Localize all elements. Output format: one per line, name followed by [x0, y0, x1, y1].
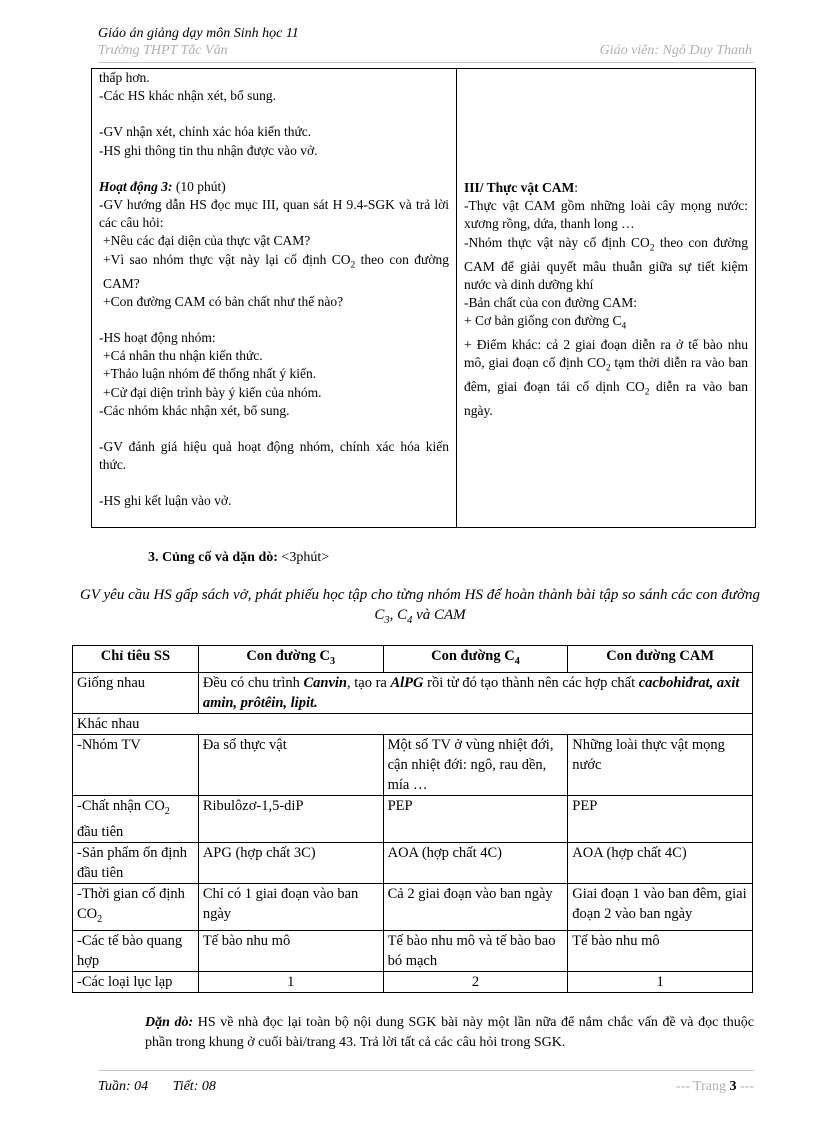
- table-cell: PEP: [568, 795, 753, 842]
- row-label: Giống nhau: [73, 672, 199, 713]
- table-cell: Một số TV ở vùng nhiệt đới, cận nhiệt đới: ngô, rau dền, mía …: [383, 734, 568, 795]
- section-heading: III/ Thực vật CAM:: [464, 180, 579, 195]
- table-row: [73, 713, 753, 734]
- footer: [98, 1079, 754, 1095]
- section-3-heading: 3. Củng cố và dặn dò: <3phút>: [148, 550, 330, 565]
- text-line: -Các nhóm khác nhận xét, bổ sung.: [99, 402, 290, 418]
- row-label: -Các loại lục lạp: [73, 971, 199, 992]
- table-cell: PEP: [383, 795, 568, 842]
- table-cell: Tế bào nhu mô: [198, 930, 383, 971]
- header-info: [98, 43, 752, 59]
- text-line: -Bản chất của con đường CAM:: [464, 294, 638, 310]
- table-row: [73, 971, 753, 992]
- text-line: -Nhóm thực vật này cố định $CO_2$ theo con đường CAM để giải quyết mâu thuẫn giữa sự tiết kiệm nước và dinh dưỡng khí: [464, 234, 748, 292]
- text-line: +Thảo luận nhóm để thống nhất ý kiến.: [103, 366, 317, 382]
- table-row: [73, 842, 753, 883]
- teacher-name: Giáo viên: Ngô Duy Thanh: [599, 43, 752, 58]
- table-cell: AOA (hợp chất 4C): [383, 842, 568, 883]
- text-line: -GV nhận xét, chính xác hóa kiến thức.: [99, 124, 312, 140]
- row-label: -Sản phẩm ổn định đầu tiên: [73, 842, 199, 883]
- page-number: --- Trang 3 ---: [675, 1079, 754, 1094]
- table-cell: Tế bào nhu mô và tế bào bao bó mạch: [383, 930, 568, 971]
- table-row: [73, 930, 753, 971]
- header-cell: Con đường $C_3$: [198, 646, 383, 673]
- text-line: thấp hơn.: [99, 70, 150, 85]
- row-label: -Các tế bào quang hợp: [73, 930, 199, 971]
- text-line: -Thực vật CAM gồm những loài cây mọng nước: xương rồng, dứa, thanh long …: [464, 198, 748, 232]
- header-cell: Con đường CAM: [568, 646, 753, 673]
- table-row: [73, 795, 753, 842]
- row-label: -Chất nhận $CO_2$ đầu tiên: [73, 795, 199, 842]
- header-divider: [98, 62, 754, 63]
- table-cell: Giai đoạn 1 vào ban đêm, giai đoạn 2 vào ban ngày: [568, 883, 753, 930]
- text-line: -HS ghi kết luận vào vở.: [99, 493, 232, 509]
- table-cell: Cả 2 giai đoạn vào ban ngày: [383, 883, 568, 930]
- week-lesson: Tuần: 04 Tiết: 08: [98, 1079, 216, 1094]
- header-cell: Con đường $C_4$: [383, 646, 568, 673]
- homework-note: Dặn dò: HS về nhà đọc lại toàn bộ nội dung SGK bài này một lần nữa để nắm chắc vấn đề và đọc thuộc phần trong khung ở cuối bài/trang 43. Trả lời tất cả các câu hỏi trong SGK.: [145, 1015, 755, 1050]
- table-cell: Ribulôzơ-1,5-diP: [198, 795, 383, 842]
- header-cell: Chỉ tiêu SS: [73, 646, 199, 673]
- activity-title: Hoạt động 3:: [99, 178, 173, 194]
- table-cell: APG (hợp chất 3C): [198, 842, 383, 883]
- text-line: + Điểm khác: cả 2 giai đoạn diễn ra ở tế bào nhu mô, giai đoạn cố định $CO_2$ tạm thời diễn ra vào ban đêm, giai đoạn tái cố dịnh $CO_2$ diễn ra vào ban ngày.: [464, 337, 749, 418]
- text-line: -Các HS khác nhận xét, bổ sung.: [99, 88, 276, 104]
- table-row: [73, 672, 753, 713]
- row-label: Khác nhau: [73, 713, 753, 734]
- table-cell: Những loài thực vật mọng nước: [568, 734, 753, 795]
- text-line: + Cơ bản giống con đường $C_4$: [464, 313, 627, 332]
- comparison-table: [72, 645, 753, 993]
- text-line: -GV đánh giá hiệu quả hoạt động nhóm, chính xác hóa kiến thức.: [99, 438, 449, 473]
- table-cell: AOA (hợp chất 4C): [568, 842, 753, 883]
- table-cell: Chỉ có 1 giai đoạn vào ban ngày: [198, 883, 383, 930]
- text-line: -GV hướng dẫn HS đọc mục III, quan sát H 9.4-SGK và trả lời các câu hỏi:: [99, 197, 449, 231]
- table-row: [73, 734, 753, 795]
- question-item: +Con đường CAM có bản chất như thế nào?: [103, 293, 344, 309]
- table-cell: 2: [383, 971, 568, 992]
- school-name: Trường THPT Tắc Vân: [98, 43, 228, 58]
- header-title: Giáo án giảng dạy môn Sinh học 11: [98, 26, 299, 41]
- text-line: -HS ghi thông tin thu nhận được vào vở.: [99, 142, 318, 158]
- activity-time: (10 phút): [172, 178, 226, 194]
- table-row: [73, 883, 753, 930]
- content-column: [457, 69, 755, 527]
- text-line: -HS hoạt động nhóm:: [99, 329, 216, 345]
- question-item: +Vì sao nhóm thực vật này lại cố định $CO_2$ theo con đường CAM?: [103, 251, 449, 291]
- activity-heading: [99, 178, 449, 196]
- similarity-cell: Đều có chu trình Canvin, tạo ra AlPG rồi từ đó tạo thành nên các hợp chất cacbohiđrat, axit amin, prôtêin, lipit.: [198, 672, 752, 713]
- text-line: +Cử đại diện trình bày ý kiến của nhóm.: [103, 384, 322, 400]
- table-cell: 1: [198, 971, 383, 992]
- table-cell: Tế bào nhu mô: [568, 930, 753, 971]
- row-label: -Thời gian cố định $CO_2$: [73, 883, 199, 930]
- question-item: +Nêu các đại diện của thực vật CAM?: [103, 233, 311, 249]
- footer-divider: [98, 1070, 754, 1071]
- table-cell: 1: [568, 971, 753, 992]
- teacher-student-activity-column: [92, 69, 457, 527]
- table-cell: Đa số thực vật: [198, 734, 383, 795]
- table-header-row: [73, 646, 753, 673]
- activity-table: [91, 68, 756, 528]
- text-line: +Cá nhân thu nhận kiến thức.: [103, 348, 263, 364]
- exercise-intro: GV yêu cầu HS gấp sách vở, phát phiếu học tập cho từng nhóm HS để hoàn thành bài tập so sánh các con đường $C_3$, $C_4$ và CAM: [80, 587, 760, 626]
- row-label: -Nhóm TV: [73, 734, 199, 795]
